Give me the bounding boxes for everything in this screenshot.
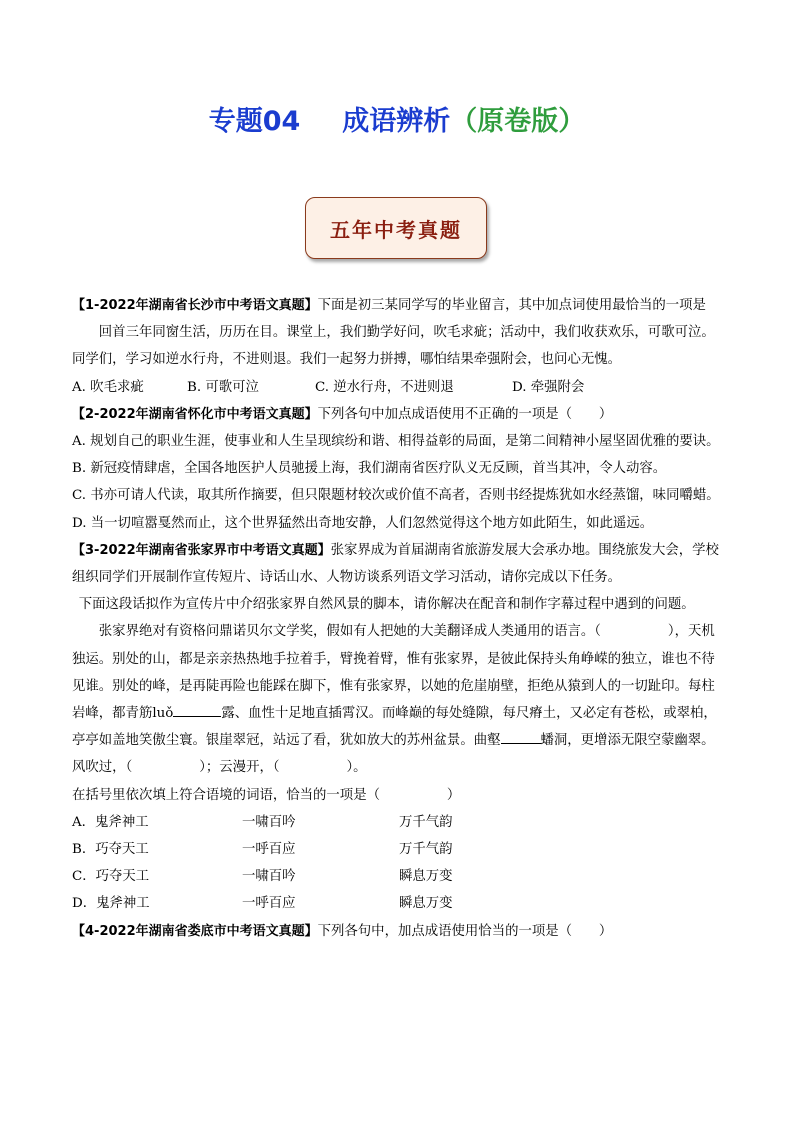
question-3-ask: 在括号里依次填上符合语境的词语，恰当的一项是（ ） bbox=[72, 787, 461, 803]
option-a: A．鬼斧神工 一啸百吟 万千气韵 bbox=[72, 814, 453, 830]
question-1-options bbox=[72, 374, 724, 401]
question-3-intro: 下面这段话拟作为宣传片中介绍张家界自然风景的脚本，请你解决在配音和制作字幕过程中遇到的问题。 bbox=[78, 597, 695, 613]
question-content bbox=[72, 292, 724, 945]
option-d: D. 当一切喧嚣戛然而止，这个世界猛然出奇地安静，人们忽然觉得这个地方如此陌生，如此遥远。 bbox=[72, 515, 654, 531]
question-4-header: 【4-2022年湖南省娄底市中考语文真题】 bbox=[72, 923, 318, 939]
fill-blank bbox=[173, 702, 221, 717]
title-topic-name: 成语辨析 bbox=[342, 106, 451, 137]
option-b: B．巧夺天工 一呼百应 万千气韵 bbox=[72, 842, 453, 858]
question-3-text: 张家界成为首届湖南省旅游发展大会承办地。围绕旅发大会，学校组织同学们开展制作宣传短片、诗话山水、人物访谈系列语文学习活动，请你完成以下任务。 bbox=[72, 542, 719, 586]
option-d: D. 牵强附会 bbox=[512, 379, 585, 395]
question-4-stem bbox=[72, 918, 724, 945]
section-banner: 五年中考真题 bbox=[305, 197, 487, 259]
option-c: C．巧夺天工 一啸百吟 瞬息万变 bbox=[72, 869, 453, 885]
title-topic-number: 专题04 bbox=[208, 106, 301, 137]
question-2-text: 下列各句中加点成语使用不正确的一项是（ ） bbox=[317, 406, 613, 422]
question-3-stem bbox=[72, 537, 724, 591]
option-d: D．鬼斧神工 一呼百应 瞬息万变 bbox=[72, 896, 453, 912]
question-2-header: 【2-2022年湖南省怀化市中考语文真题】 bbox=[72, 406, 318, 422]
option-a: A. 吹毛求疵 bbox=[72, 379, 144, 395]
title-edition: （原卷版） bbox=[450, 106, 586, 137]
option-b: B. 可歌可泣 bbox=[187, 379, 259, 395]
pinyin-hint: luǒ bbox=[152, 706, 174, 722]
option-c: C. 逆水行舟，不进则退 bbox=[315, 379, 454, 395]
fill-blank bbox=[501, 729, 541, 744]
question-3-header: 【3-2022年湖南省张家界市中考语文真题】 bbox=[72, 542, 331, 558]
question-1-header: 【1-2022年湖南省长沙市中考语文真题】 bbox=[72, 298, 318, 313]
question-4-text: 下列各句中，加点成语使用恰当的一项是（ ） bbox=[317, 923, 613, 939]
question-1-text: 下面是初三某同学写的毕业留言，其中加点词使用最恰当的一项是 bbox=[317, 298, 706, 313]
question-1-stem bbox=[72, 292, 724, 319]
option-c: C. 书亦可请人代读，取其所作摘要，但只限题材较次或价值不高者，否则书经提炼犹如水经蒸馏，味同嚼蜡。 bbox=[72, 488, 720, 504]
page-title bbox=[0, 104, 794, 140]
option-b: B. 新冠疫情肆虐，全国各地医护人员驰援上海，我们湖南省医疗队义无反顾，首当其冲，令人动容。 bbox=[72, 461, 667, 477]
question-2-stem bbox=[72, 401, 724, 428]
option-a: A. 规划自己的职业生涯，使事业和人生呈现缤纷和谐、相得益彰的局面，是第二间精神小屋坚固优雅的要诀。 bbox=[72, 434, 720, 450]
question-1-passage: 回首三年同窗生活，历历在目。课堂上，我们勤学好问，吹毛求疵；活动中，我们收获欢乐，可歌可泣。同学们，学习如逆水行舟，不进则退。我们一起努力拼搏，哪怕结果牵强附会，也问心无愧。 bbox=[72, 325, 715, 368]
question-3-passage: 张家界绝对有资格问鼎诺贝尔文学奖，假如有人把她的大美翻译成人类通用的语言。（ ），天机独运。别处的山，都是亲亲热热地手拉着手，臂挽着臂，惟有张家界，是彼此保持头角峥嵘的独立，谁也不待见谁。别处的峰，是再陡再险也能踩在脚下，惟有张家界，以她的危崖崩壁，拒绝从猿到人的一切趾印。每柱岩峰，都青筋luǒ 露、血性十足地直插霄汉。而峰巅的每处缝隙，每尺瘠土，又必定有苍松，或翠柏，亭亭如盖地笑傲尘寰。银崖翠冠，站远了看，犹如放大的苏州盆景。曲壑 蟠洞，更增添无限空蒙幽翠。风吹过，（ ）；云漫开，（ ）。 bbox=[72, 624, 717, 776]
